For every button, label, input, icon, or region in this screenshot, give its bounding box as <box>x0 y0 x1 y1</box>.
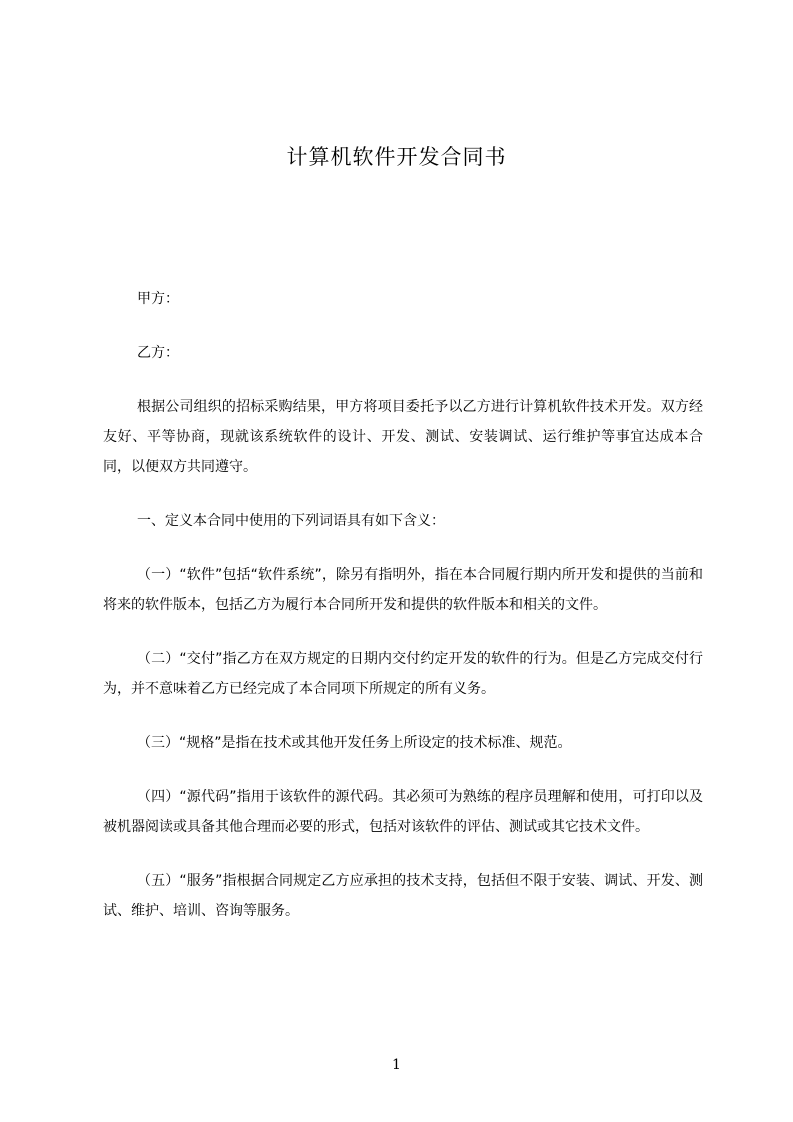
definition-source-code: （四）“源代码”指用于该软件的源代码。其必须可为熟练的程序员理解和使用，可打印以及被机器阅读或具备其他合理而必要的形式，包括对该软件的评估、测试或其它技术文件。 <box>103 789 703 835</box>
contract-body <box>103 284 703 950</box>
section-heading-definitions: 一、定义本合同中使用的下列词语具有如下含义： <box>137 513 445 529</box>
definition-delivery: （二）“交付”指乙方在双方规定的日期内交付约定开发的软件的行为。但是乙方完成交付行为，并不意味着乙方已经完成了本合同项下所规定的所有义务。 <box>103 651 703 697</box>
page-number: 1 <box>392 1057 401 1073</box>
definition-specification: （三）“规格”是指在技术或其他开发任务上所设定的技术标准、规范。 <box>137 735 572 751</box>
intro-paragraph: 根据公司组织的招标采购结果，甲方将项目委托予以乙方进行计算机软件技术开发。双方经友好、平等协商，现就该系统软件的设计、开发、测试、安装调试、运行维护等事宜达成本合同，以便双方共同遵守。 <box>103 399 703 475</box>
definition-service: （五）“服务”指根据合同规定乙方应承担的技术支持，包括但不限于安装、调试、开发、测试、维护、培训、咨询等服务。 <box>103 873 703 919</box>
party-a-label: 甲方： <box>137 291 179 307</box>
party-b-label: 乙方： <box>137 345 179 361</box>
definition-software: （一）“软件”包括“软件系统”，除另有指明外，指在本合同履行期内所开发和提供的当前和将来的软件版本，包括乙方为履行本合同所开发和提供的软件版本和相关的文件。 <box>103 567 703 613</box>
contract-title: 计算机软件开发合同书 <box>286 145 507 169</box>
